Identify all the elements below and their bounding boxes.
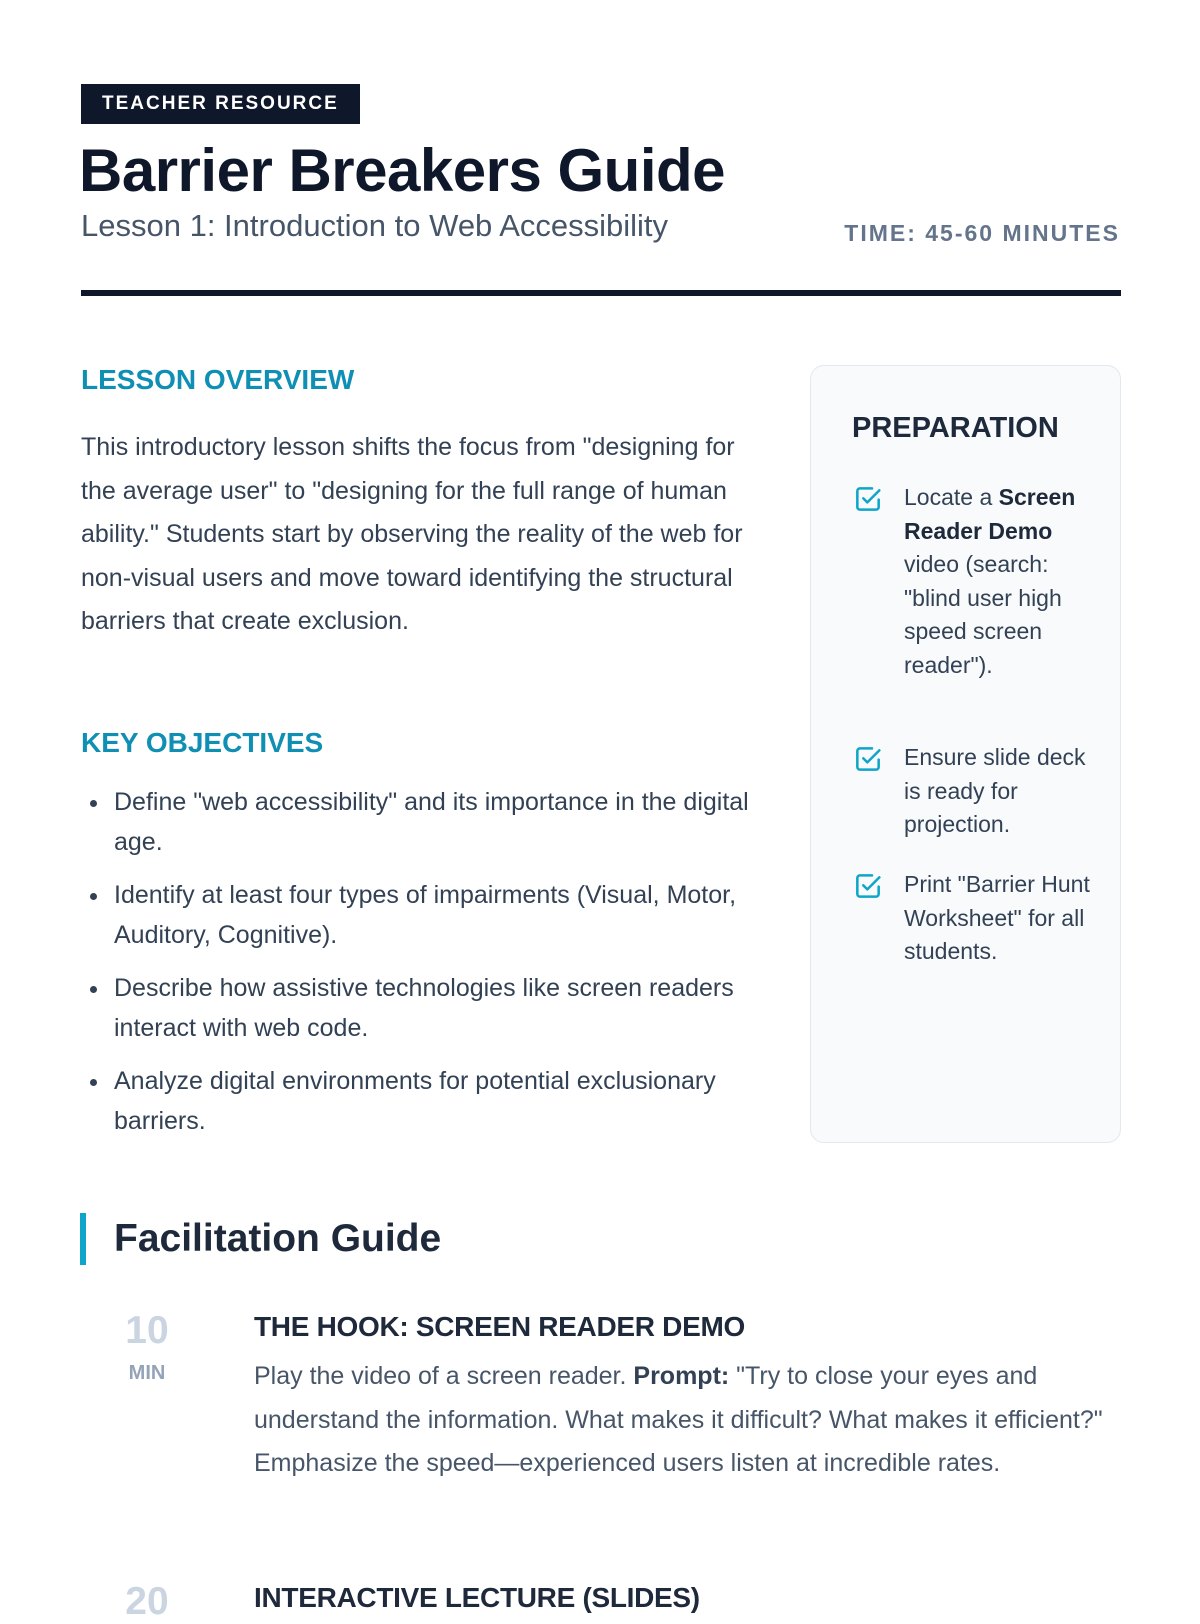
objectives-list bbox=[81, 782, 771, 1154]
preparation-text: Locate a bbox=[904, 484, 999, 510]
objective-item: Identify at least four types of impairments (Visual, Motor, Auditory, Cognitive). bbox=[81, 875, 771, 955]
preparation-item bbox=[852, 868, 1092, 969]
step-duration: 20 bbox=[125, 1580, 169, 1623]
preparation-text-bold: Screen Reader Demo bbox=[904, 484, 1076, 544]
lesson-time: TIME: 45-60 MINUTES bbox=[844, 220, 1120, 246]
objective-item: Analyze digital environments for potential exclusionary barriers. bbox=[81, 1061, 771, 1141]
preparation-item bbox=[852, 481, 1092, 682]
preparation-item bbox=[852, 741, 1092, 842]
step-title: INTERACTIVE LECTURE (SLIDES) bbox=[254, 1582, 700, 1613]
step-description: Play the video of a screen reader. Prompt: "Try to close your eyes and understand the information. What makes it difficult? What makes it efficient?" Emphasize the speed—experienced users listen at incredible rates. bbox=[254, 1362, 1103, 1477]
header-divider bbox=[81, 290, 1121, 296]
facilitation-heading: Facilitation Guide bbox=[114, 1217, 442, 1260]
teacher-resource-tag: TEACHER RESOURCE bbox=[81, 84, 360, 124]
facilitation-accent-bar bbox=[80, 1213, 86, 1265]
overview-text: This introductory lesson shifts the focus from "designing for the average user" to "designing for the full range of human ability." Students start by observing the reality of the web for non-visual users and move toward identifying the structural barriers that create exclusion. bbox=[81, 433, 743, 635]
preparation-heading: PREPARATION bbox=[852, 412, 1059, 444]
prompt-label: Prompt: bbox=[633, 1362, 730, 1390]
step-duration-unit: MIN bbox=[128, 1362, 166, 1384]
step-title: THE HOOK: SCREEN READER DEMO bbox=[254, 1311, 745, 1342]
overview-heading: LESSON OVERVIEW bbox=[81, 364, 355, 395]
objective-item: Describe how assistive technologies like screen readers interact with web code. bbox=[81, 968, 771, 1048]
objective-item: Define "web accessibility" and its importance in the digital age. bbox=[81, 782, 771, 862]
preparation-text: Print "Barrier Hunt Worksheet" for all students. bbox=[904, 871, 1090, 964]
preparation-text: video (search: "blind user high speed screen reader"). bbox=[904, 551, 1062, 678]
page-title: Barrier Breakers Guide bbox=[79, 137, 726, 204]
preparation-card bbox=[810, 365, 1121, 1143]
checkbox-checked-icon bbox=[852, 483, 884, 515]
step-duration: 10 bbox=[125, 1309, 169, 1352]
checkbox-checked-icon bbox=[852, 870, 884, 902]
checkbox-checked-icon bbox=[852, 743, 884, 775]
preparation-text: Ensure slide deck is ready for projection. bbox=[904, 744, 1086, 837]
objectives-heading: KEY OBJECTIVES bbox=[81, 727, 324, 758]
lesson-subtitle: Lesson 1: Introduction to Web Accessibility bbox=[81, 208, 669, 243]
